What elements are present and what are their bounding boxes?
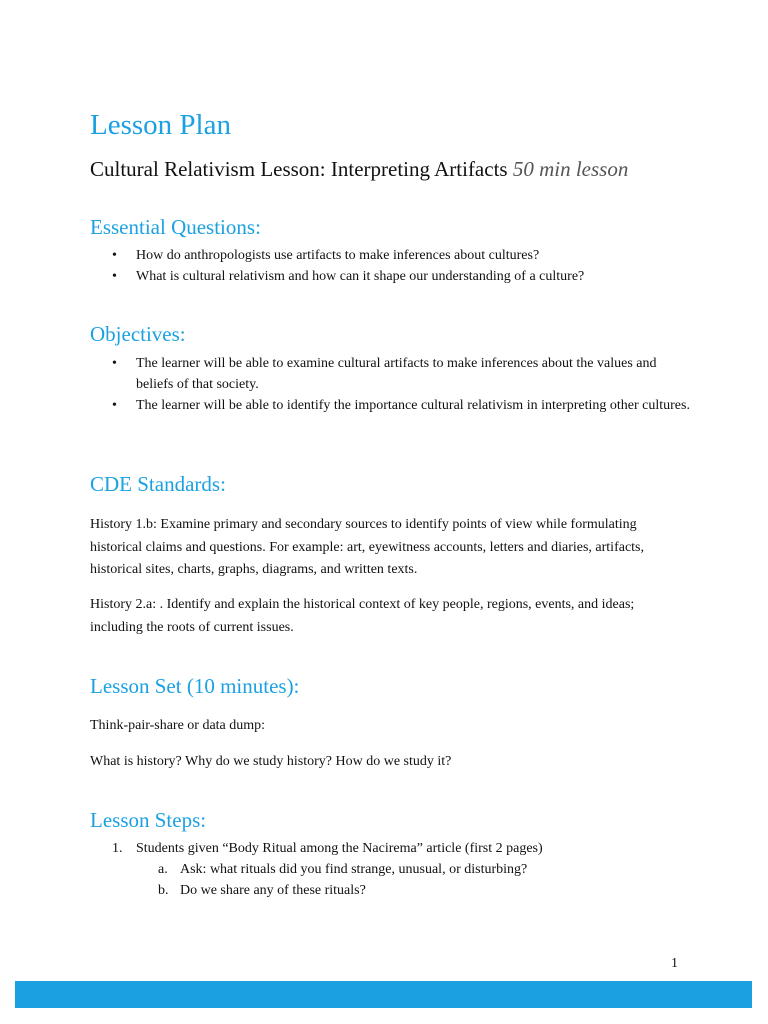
lesson-set-activity: Think-pair-share or data dump: (90, 718, 266, 733)
objectives-list (112, 353, 692, 416)
bullet-icon: • (112, 398, 117, 413)
bullet-icon: • (112, 269, 117, 284)
lesson-name: Cultural Relativism Lesson: Interpreting Artifacts (90, 157, 508, 181)
bullet-icon: • (112, 248, 117, 263)
list-item (112, 838, 692, 859)
standard-history-1b: History 1.b: Examine primary and secondary sources to identify points of view while formulating historical claims and questions. For example: art, eyewitness accounts, letters and diaries, artifacts, historical sites, charts, graphs, diagrams, and written texts. (90, 517, 644, 577)
lesson-subtitle (90, 155, 628, 183)
page-number: 1 (671, 956, 678, 971)
standard-history-2a: History 2.a: . Identify and explain the historical context of key people, regions, events, and ideas; including the roots of current issues. (90, 597, 635, 635)
substep-letter: a. (158, 862, 168, 877)
list-item: • The learner will be able to identify the importance cultural relativism in interpreting other cultures. (112, 395, 692, 416)
standards-heading: CDE Standards: (90, 472, 226, 496)
substep-letter: b. (158, 883, 169, 898)
list-item: • How do anthropologists use artifacts to make inferences about cultures? (112, 245, 692, 266)
list-item (112, 880, 692, 901)
step-number: 1. (112, 841, 123, 856)
essential-questions-heading: Essential Questions: (90, 215, 261, 239)
lesson-steps-heading: Lesson Steps: (90, 808, 207, 832)
lesson-set-questions: What is history? Why do we study history? How do we study it? (90, 754, 452, 769)
substep-text: Ask: what rituals did you find strange, unusual, or disturbing? (180, 862, 528, 877)
lesson-steps-list (112, 838, 692, 901)
lesson-duration: 50 min lesson (512, 157, 629, 181)
list-item: • The learner will be able to examine cultural artifacts to make inferences about the values and beliefs of that society. (112, 353, 692, 395)
essential-questions-list (112, 245, 692, 287)
list-item: • What is cultural relativism and how can it shape our understanding of a culture? (112, 266, 692, 287)
page-title: Lesson Plan (90, 109, 231, 141)
bullet-icon: • (112, 356, 117, 371)
objectives-heading: Objectives: (90, 322, 186, 346)
substep-text: Do we share any of these rituals? (180, 883, 366, 898)
footer-bar (15, 981, 752, 1008)
step-text: Students given “Body Ritual among the Nacirema” article (first 2 pages) (136, 841, 543, 856)
list-item (112, 859, 692, 880)
lesson-set-heading: Lesson Set (10 minutes): (90, 674, 300, 698)
